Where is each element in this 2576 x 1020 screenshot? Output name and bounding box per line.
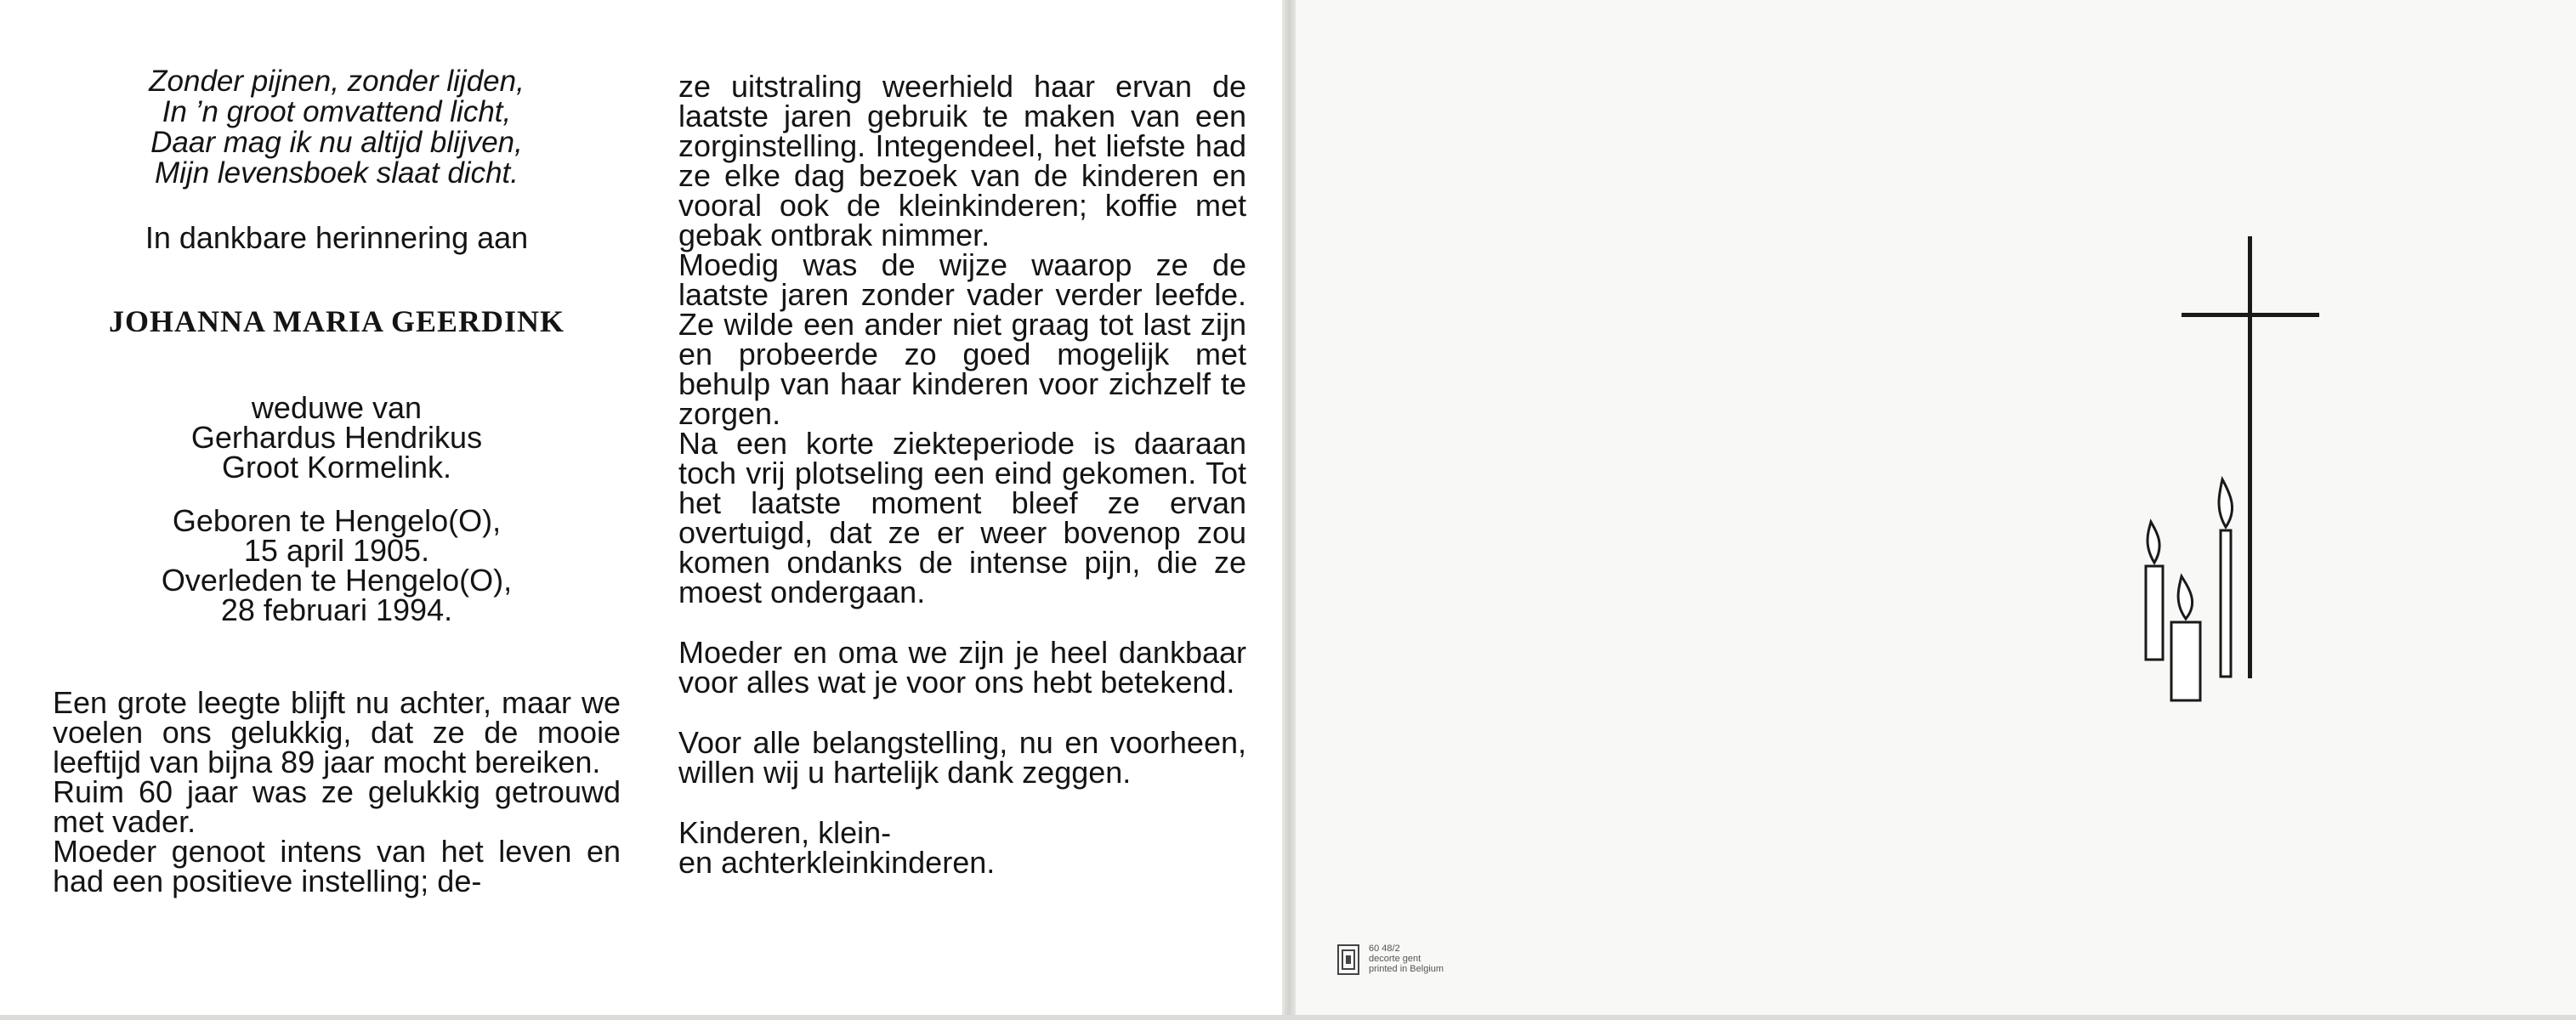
paragraph: Moedig was de wijze waarop ze de laatste jaren zonder vader verder leefde. Ze wilde een ander niet graag tot last zijn en probeerde zo goed mogelijk met behulp van haar kinderen voor zichzelf te zorgen. (678, 247, 1246, 431)
poem (53, 66, 621, 189)
card-outer-spread (1296, 0, 2576, 1020)
widow-of (53, 390, 621, 484)
scan-edge (0, 1015, 2576, 1020)
card-fold-divider (1282, 0, 1296, 1020)
paragraph: Ruim 60 jaar was ze gelukkig getrouwd met vader. (53, 774, 621, 839)
printer-mark (1336, 944, 1444, 978)
signature-line: en achterkleinkinderen. (678, 845, 996, 880)
poem-line: In ’n groot omvattend licht, (162, 95, 512, 128)
intro-text: In dankbare herinnering aan (145, 220, 529, 255)
printer-code: 60 48/2 (1369, 944, 1400, 954)
poem-line: Daar mag ik nu altijd blijven, (150, 126, 523, 159)
card-inner-spread (0, 0, 1282, 1020)
left-text-column (53, 66, 621, 896)
signature (678, 815, 1246, 880)
widow-line: Gerhardus Hendrikus (190, 420, 483, 455)
printer-mark-text (1369, 944, 1444, 974)
birth-death-dates (53, 503, 621, 627)
widow-line: weduwe van (251, 390, 423, 425)
paragraph: Een grote leegte blijft nu achter, maar we voelen ons gelukkig, dat ze de mooie leeftijd van bijna 89 jaar mocht bereiken. (53, 685, 621, 779)
thanks-paragraph: Voor alle belangstelling, nu en voorheen, willen wij u hartelijk dank zeggen. (678, 725, 1246, 790)
right-text-column (678, 69, 1246, 880)
widow-line: Groot Kormelink. (221, 450, 452, 484)
paragraph: Na een korte ziekteperiode is daaraan toch vrij plotseling een eind gekomen. Tot het laatste moment bleef ze ervan overtuigd, dat ze er weer bovenop zou komen ondanks de intense pijn, die ze moest ondergaan. (678, 426, 1246, 609)
poem-line: Zonder pijnen, zonder lijden, (149, 65, 525, 98)
paragraph: Moeder genoot intens van het leven en had een positieve instelling; de- (53, 834, 621, 898)
deceased-name: JOHANNA MARIA GEERDINK (108, 304, 565, 338)
death-date: 28 februari 1994. (220, 592, 453, 627)
memorial-text-start (53, 685, 621, 898)
death-place: Overleden te Hengelo(O), (161, 563, 513, 598)
poem-line: Mijn levensboek slaat dicht. (155, 156, 519, 190)
thanks-paragraph: Moeder en oma we zijn je heel dankbaar voor alles wat je voor ons hebt betekend. (678, 635, 1246, 700)
signature-line: Kinderen, klein- (678, 815, 892, 850)
cross-with-candles-icon (2125, 230, 2346, 714)
printer-country: printed in Belgium (1369, 964, 1444, 974)
birth-date: 15 april 1905. (243, 533, 430, 568)
paragraph: ze uitstraling weerhield haar ervan de laatste jaren gebruik te maken van een zorginstelling. Integendeel, het liefste had ze elke dag bezoek van de kinderen en vooral ook de kleinkinderen; koffie met gebak ontbrak nimmer. (678, 69, 1246, 252)
birth-place: Geboren te Hengelo(O), (172, 503, 502, 538)
printer-name: decorte gent (1369, 954, 1421, 964)
printer-logo-icon (1336, 944, 1362, 978)
